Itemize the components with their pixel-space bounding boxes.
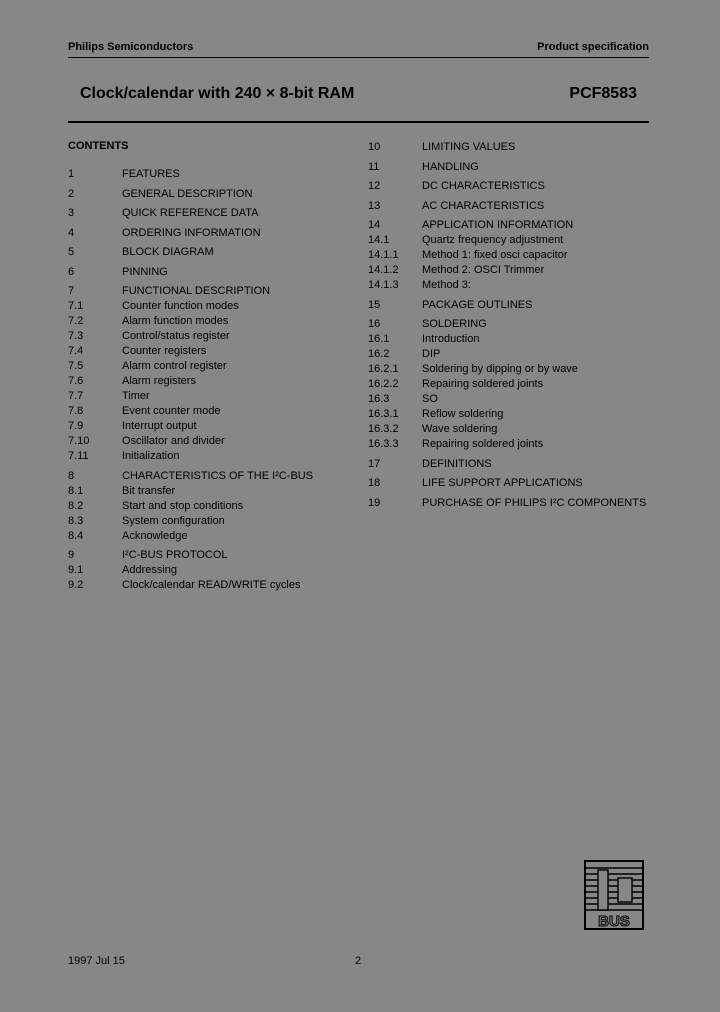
- toc-entry-title: Introduction: [422, 333, 480, 345]
- footer-date: 1997 Jul 15: [68, 955, 125, 967]
- toc-entry-number: 16.3.2: [368, 423, 399, 435]
- toc-entry-number: 16.1: [368, 333, 390, 345]
- toc-entry-title: Counter function modes: [122, 300, 239, 312]
- toc-entry-title: APPLICATION INFORMATION: [422, 219, 574, 231]
- toc-right-column: [368, 140, 658, 511]
- toc-entry-number: 19: [368, 496, 381, 509]
- toc-entry-number: 8.3: [68, 514, 84, 527]
- toc-entry-title: Control/status register: [122, 330, 230, 342]
- toc-entry-number: 13: [368, 199, 381, 212]
- toc-entry-title: Interrupt output: [122, 420, 197, 432]
- toc-entry-title: Oscillator and divider: [122, 435, 225, 447]
- contents-heading: CONTENTS: [68, 140, 129, 152]
- toc-entry-title: LIFE SUPPORT APPLICATIONS: [422, 477, 583, 489]
- toc-entry-title: QUICK REFERENCE DATA: [122, 207, 259, 219]
- header-doc-type: Product specification: [537, 41, 649, 53]
- header-rule: [68, 57, 649, 58]
- toc-entry-number: 7.9: [68, 420, 84, 432]
- toc-entry-title: Method 3:: [422, 279, 471, 291]
- toc-entry-number: 16.3.3: [368, 438, 399, 450]
- toc-entry: [368, 347, 658, 362]
- toc-entry: [68, 434, 358, 449]
- toc-entry: [68, 344, 358, 359]
- toc-entry-title: System configuration: [122, 514, 225, 527]
- toc-entry: [368, 377, 658, 392]
- toc-entry: [368, 263, 658, 278]
- toc-entry-title: Timer: [122, 390, 150, 402]
- toc-entry-title: CHARACTERISTICS OF THE I²C-BUS: [122, 469, 314, 482]
- toc-entry-title: AC CHARACTERISTICS: [422, 199, 545, 212]
- toc-entry-number: 7.2: [68, 315, 84, 327]
- toc-entry-title: GENERAL DESCRIPTION: [122, 187, 253, 200]
- toc-entry-title: SOLDERING: [422, 318, 487, 330]
- toc-left-column: [68, 140, 358, 593]
- toc-entry-title: Repairing soldered joints: [422, 438, 544, 450]
- toc-entry-title: Quartz frequency adjustment: [422, 234, 564, 246]
- toc-entry-title: Acknowledge: [122, 529, 188, 542]
- footer-page-number: 2: [355, 955, 362, 967]
- toc-entry: [68, 359, 358, 374]
- toc-entry: [368, 218, 658, 233]
- toc-entry: [368, 457, 658, 472]
- toc-entry-title: Method 1: fixed osci capacitor: [422, 249, 568, 261]
- toc-entry: [68, 499, 358, 514]
- toc-entry-title: Soldering by dipping or by wave: [422, 363, 578, 375]
- toc-entry-number: 18: [368, 477, 381, 489]
- toc-entry: [368, 140, 658, 155]
- toc-entry-number: 3: [68, 207, 75, 219]
- toc-entry-title: Start and stop conditions: [122, 499, 244, 512]
- toc-entry: [68, 548, 358, 563]
- toc-entry: [368, 248, 658, 263]
- toc-entry-number: 7.5: [68, 360, 84, 372]
- toc-entry: [368, 317, 658, 332]
- toc-entry-number: 7.3: [68, 330, 84, 342]
- toc-entry-number: 17: [368, 457, 381, 470]
- toc-entry-title: HANDLING: [422, 160, 479, 173]
- toc-entry-number: 16.3.1: [368, 408, 399, 420]
- toc-entry-number: 15: [368, 298, 381, 311]
- toc-entry-number: 12: [368, 180, 381, 192]
- toc-entry-title: Alarm registers: [122, 375, 196, 387]
- toc-entry: [68, 529, 358, 544]
- toc-entry: [368, 332, 658, 347]
- toc-entry-number: 16.3: [368, 393, 390, 405]
- toc-entry-number: 7.10: [68, 435, 90, 447]
- toc-entry-title: Wave soldering: [422, 423, 498, 435]
- toc-entry-number: 7.7: [68, 390, 84, 402]
- toc-entry-title: LIMITING VALUES: [422, 141, 516, 153]
- toc-entry-title: Method 2: OSCI Trimmer: [422, 264, 545, 276]
- toc-entry: [368, 199, 658, 214]
- toc-entry-title: SO: [422, 393, 438, 405]
- toc-entry: [68, 449, 358, 464]
- toc-entry: [68, 484, 358, 499]
- toc-entry-number: 8.4: [68, 529, 84, 542]
- toc-entry-number: 16.2.1: [368, 363, 399, 375]
- toc-entry-title: Repairing soldered joints: [422, 378, 544, 390]
- title-rule: [68, 121, 649, 123]
- part-number: PCF8583: [569, 85, 637, 102]
- toc-entry: [68, 578, 358, 593]
- toc-entry-number: 1: [68, 168, 75, 180]
- toc-entry-number: 14.1: [368, 234, 390, 246]
- toc-entry-number: 6: [68, 265, 75, 278]
- toc-entry-title: BLOCK DIAGRAM: [122, 246, 214, 258]
- toc-entry-number: 10: [368, 141, 381, 153]
- toc-entry: [68, 284, 358, 299]
- toc-entry-number: 7.4: [68, 345, 84, 357]
- toc-entry-title: Alarm control register: [122, 360, 227, 372]
- toc-entry-number: 9.1: [68, 564, 84, 576]
- toc-entry-title: Counter registers: [122, 345, 207, 357]
- toc-entry: [68, 329, 358, 344]
- toc-entry-title: FEATURES: [122, 168, 180, 180]
- toc-entry: [368, 422, 658, 437]
- toc-entry-number: 16.2: [368, 348, 390, 360]
- toc-entry-number: 7: [68, 285, 75, 297]
- toc-entry: [368, 437, 658, 452]
- toc-entry: [368, 476, 658, 491]
- toc-entry-title: DC CHARACTERISTICS: [422, 180, 545, 192]
- toc-entry-title: Event counter mode: [122, 405, 221, 417]
- toc-entry-number: 7.8: [68, 405, 84, 417]
- toc-entry-number: 4: [68, 226, 75, 239]
- toc-entry: [68, 563, 358, 578]
- toc-entry-number: 14.1.1: [368, 249, 399, 261]
- toc-entry-title: Bit transfer: [122, 484, 176, 497]
- toc-entry-title: DEFINITIONS: [422, 457, 492, 470]
- toc-entry: [368, 278, 658, 293]
- toc-entry-number: 8.1: [68, 484, 84, 497]
- toc-entry-number: 7.11: [68, 450, 89, 462]
- toc-entry: [68, 167, 358, 182]
- header-company: Philips Semiconductors: [68, 41, 194, 53]
- toc-entry-title: Reflow soldering: [422, 408, 504, 420]
- toc-entry-number: 11: [368, 160, 380, 173]
- document-title: Clock/calendar with 240 × 8-bit RAM: [80, 85, 355, 102]
- toc-entry-title: Clock/calendar READ/WRITE cycles: [122, 579, 301, 591]
- toc-entry-title: PACKAGE OUTLINES: [422, 298, 533, 311]
- toc-entry: [368, 179, 658, 194]
- toc-entry-number: 16: [368, 318, 381, 330]
- toc-entry: [68, 206, 358, 221]
- toc-entry-number: 9.2: [68, 579, 84, 591]
- toc-entry: [68, 374, 358, 389]
- toc-entry-number: 5: [68, 246, 75, 258]
- toc-entry: [68, 245, 358, 260]
- toc-entry: [68, 314, 358, 329]
- toc-entry: [68, 469, 358, 484]
- toc-entry: [368, 392, 658, 407]
- toc-entry: [368, 160, 658, 175]
- toc-entry: [68, 226, 358, 241]
- toc-entry: [368, 362, 658, 377]
- toc-entry-title: Alarm function modes: [122, 315, 229, 327]
- toc-entry: [368, 496, 658, 511]
- toc-entry: [368, 233, 658, 248]
- toc-entry: [368, 298, 658, 313]
- toc-entry-title: DIP: [422, 348, 441, 360]
- toc-entry: [68, 389, 358, 404]
- toc-entry-number: 14.1.3: [368, 279, 399, 291]
- toc-entry-number: 8: [68, 469, 75, 482]
- toc-entry: [68, 404, 358, 419]
- toc-entry-title: Initialization: [122, 450, 180, 462]
- toc-entry-number: 2: [68, 187, 75, 200]
- toc-entry: [68, 299, 358, 314]
- toc-entry-title: I²C-BUS PROTOCOL: [122, 549, 228, 561]
- toc-entry-number: 8.2: [68, 499, 84, 512]
- toc-entry-title: Addressing: [122, 564, 178, 576]
- toc-entry-title: FUNCTIONAL DESCRIPTION: [122, 285, 271, 297]
- toc-entry-title: PURCHASE OF PHILIPS I²C COMPONENTS: [422, 496, 647, 509]
- toc-entry-title: PINNING: [122, 265, 168, 278]
- toc-entry-number: 9: [68, 549, 75, 561]
- toc-entry-title: ORDERING INFORMATION: [122, 226, 261, 239]
- logo-text: BUS: [598, 913, 630, 930]
- toc-entry-number: 14: [368, 219, 381, 231]
- toc-entry-number: 14.1.2: [368, 264, 399, 276]
- i2c-bus-logo-icon: [584, 860, 644, 930]
- toc-entry-number: 7.1: [68, 300, 84, 312]
- toc-entry-number: 16.2.2: [368, 378, 399, 390]
- toc-entry: [68, 265, 358, 280]
- toc-entry: [368, 407, 658, 422]
- toc-entry: [68, 187, 358, 202]
- toc-entry-number: 7.6: [68, 375, 84, 387]
- toc-entry: [68, 419, 358, 434]
- toc-entry: [68, 514, 358, 529]
